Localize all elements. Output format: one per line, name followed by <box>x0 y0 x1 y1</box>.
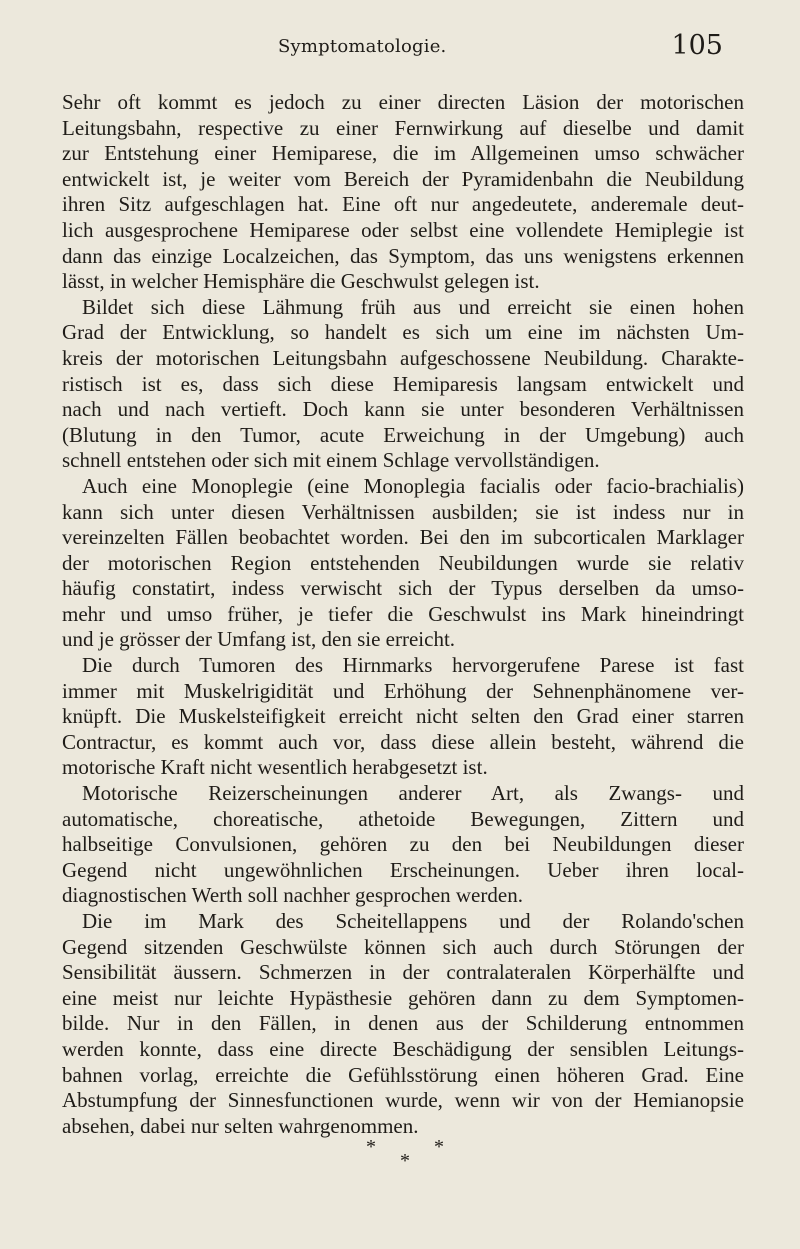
text-line: absehen, dabei nur selten wahrgenommen. <box>62 1113 419 1138</box>
body-text <box>62 90 744 1139</box>
text-line: eine meist nur leichte Hypästhesie gehören dann zu dem Symptomen- <box>62 985 744 1010</box>
paragraph <box>62 474 744 653</box>
text-line: Gegend sitzenden Geschwülste können sich auch durch Störungen der <box>62 934 744 959</box>
text-line: der motorischen Region entstehenden Neubildungen wurde sie relativ <box>62 550 744 575</box>
text-line: schnell entstehen oder sich mit einem Schlage vervollständigen. <box>62 448 600 473</box>
text-line: vereinzelten Fällen beobachtet worden. Bei den im subcorticalen Marklager <box>62 525 744 550</box>
text-line: Grad der Entwicklung, so handelt es sich um eine im nächsten Um- <box>62 320 744 345</box>
text-line: automatische, choreatische, athetoide Bewegungen, Zittern und <box>62 806 744 831</box>
text-line: knüpft. Die Muskelsteifigkeit erreicht nicht selten den Grad einer starren <box>62 704 744 729</box>
paragraph <box>62 653 744 781</box>
text-line: halbseitige Convulsionen, gehören zu den bei Neubildungen dieser <box>62 832 744 857</box>
text-line: bahnen vorlag, erreichte die Gefühlsstörung einen höheren Grad. Eine <box>62 1062 744 1087</box>
text-line: Die durch Tumoren des Hirnmarks hervorgerufene Parese ist fast <box>82 653 744 678</box>
text-line: lässt, in welcher Hemisphäre die Geschwulst gelegen ist. <box>62 269 540 294</box>
section-break <box>0 1136 800 1176</box>
text-line: Sehr oft kommt es jedoch zu einer directen Läsion der motorischen <box>62 90 744 114</box>
text-line: Die im Mark des Scheitellappens und der Rolando'schen <box>82 909 744 933</box>
text-line: kreis der motorischen Leitungsbahn aufgeschossene Neubildung. Charakte- <box>62 345 744 370</box>
text-line: (Blutung in den Tumor, acute Erweichung in der Umgebung) auch <box>62 422 744 447</box>
text-line: Bildet sich diese Lähmung früh aus und erreicht sie einen hohen <box>82 294 744 319</box>
asterisk-bottom: * <box>400 1150 410 1172</box>
asterisk-left: * <box>366 1136 376 1158</box>
text-line: entwickelt ist, je weiter vom Bereich der Pyramidenbahn die Neubildung <box>62 166 744 191</box>
text-line: werden konnte, dass eine directe Beschädigung der sensiblen Leitungs- <box>62 1036 744 1061</box>
text-line: immer mit Muskelrigidität und Erhöhung der Sehnenphänomene ver- <box>62 678 744 703</box>
text-line: nach und nach vertieft. Doch kann sie unter besonderen Verhältnissen <box>62 397 744 422</box>
text-line: bilde. Nur in den Fällen, in denen aus der Schilderung entnommen <box>62 1011 744 1036</box>
text-line: ihren Sitz aufgeschlagen hat. Eine oft nur angedeutete, anderemale deut- <box>62 192 744 217</box>
paragraph <box>62 909 744 1139</box>
text-line: zur Entstehung einer Hemiparese, die im Allgemeinen umso schwächer <box>62 141 744 166</box>
text-line: Abstumpfung der Sinnesfunctionen wurde, wenn wir von der Hemianopsie <box>62 1088 744 1113</box>
text-line: Leitungsbahn, respective zu einer Fernwirkung auf dieselbe und damit <box>62 115 744 140</box>
text-line: Auch eine Monoplegie (eine Monoplegia facialis oder facio-brachialis) <box>82 473 744 498</box>
paragraph <box>62 295 744 474</box>
running-title: Symptomatologie. <box>278 36 447 57</box>
page-header <box>0 30 800 74</box>
text-line: Motorische Reizerscheinungen anderer Art, als Zwangs- und <box>82 781 744 806</box>
text-line: ristisch ist es, dass sich diese Hemiparesis langsam entwickelt und <box>62 371 744 396</box>
text-line: Contractur, es kommt auch vor, dass diese allein besteht, während die <box>62 729 744 754</box>
asterisk-right: * <box>434 1136 444 1158</box>
paragraph <box>62 781 744 909</box>
text-line: mehr und umso früher, je tiefer die Geschwulst ins Mark hineindringt <box>62 601 744 626</box>
text-line: und je grösser der Umfang ist, den sie erreicht. <box>62 627 456 652</box>
text-line: motorische Kraft nicht wesentlich herabgesetzt ist. <box>62 755 488 780</box>
text-line: kann sich unter diesen Verhältnissen ausbilden; sie ist indess nur in <box>62 499 744 524</box>
text-line: lich ausgesprochene Hemiparese oder selbst eine vollendete Hemiplegie ist <box>62 217 744 242</box>
text-line: Sensibilität äussern. Schmerzen in der contralateralen Körperhälfte und <box>62 960 744 985</box>
paragraph <box>62 90 744 295</box>
text-line: dann das einzige Localzeichen, das Symptom, das uns wenigstens erkennen <box>62 243 744 268</box>
text-line: Gegend nicht ungewöhnlichen Erscheinungen. Ueber ihren local- <box>62 857 744 882</box>
page-number: 105 <box>671 30 723 61</box>
text-line: diagnostischen Werth soll nachher gesprochen werden. <box>62 883 523 908</box>
text-line: häufig constatirt, indess verwischt sich der Typus derselben da umso- <box>62 576 744 601</box>
